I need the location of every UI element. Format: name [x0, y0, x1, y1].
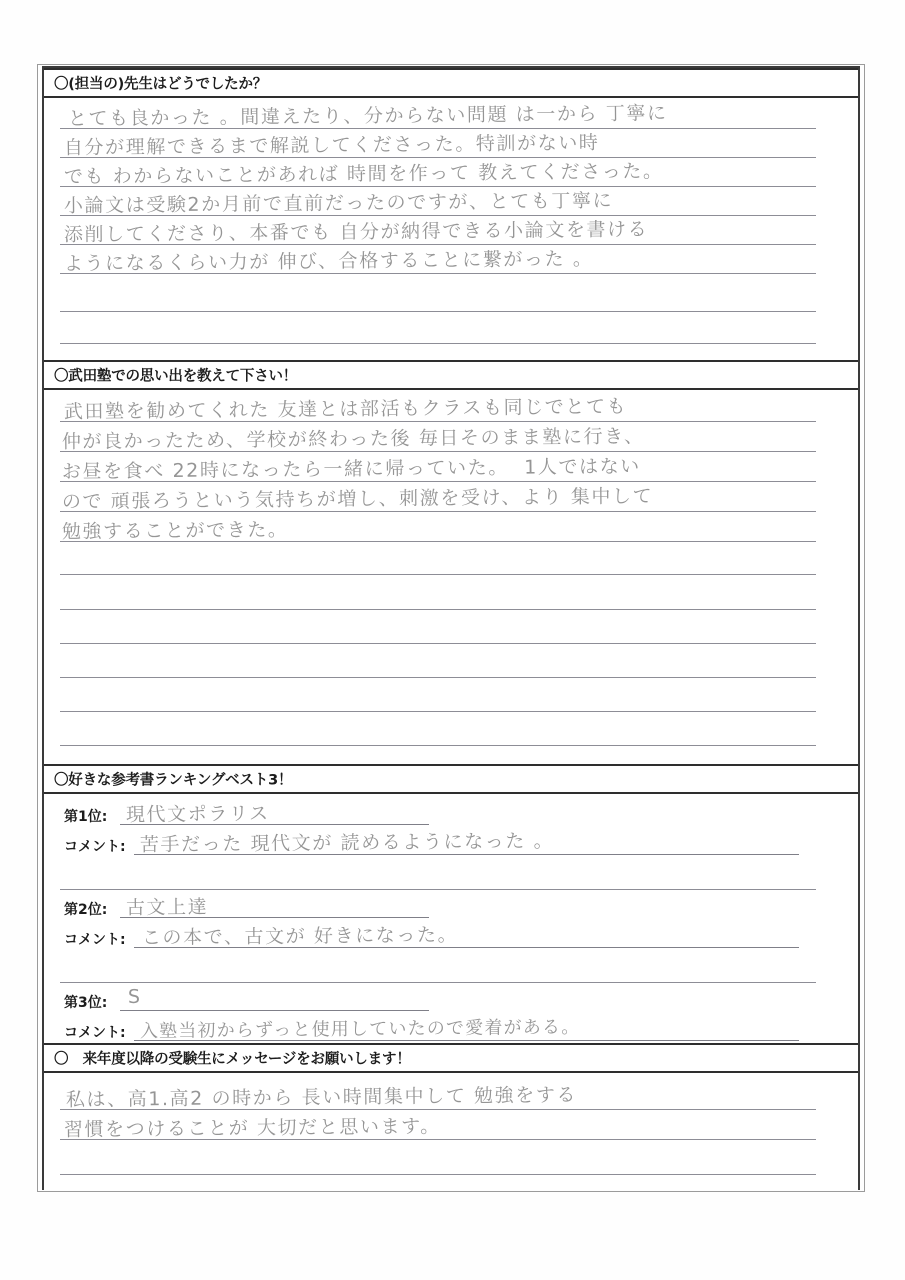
section-header-ranking-label: 〇好きな参考書ランキングベスト3！	[54, 772, 293, 789]
rank-3-title-value: S	[127, 985, 142, 1008]
handwritten-line: とても良かった 。間違えたり、分からない問題 は一から 丁寧に	[67, 102, 668, 131]
rank-2-comment-label: コメント:	[64, 932, 126, 948]
section-header-teacher	[44, 68, 858, 98]
rank-3-comment-label: コメント:	[64, 1025, 126, 1041]
handwritten-line: 勉強することができた。	[61, 518, 289, 544]
rank-3-title-rule	[120, 1010, 429, 1011]
section-body-teacher	[44, 98, 858, 351]
rank-1-title-value: 現代文ポラリス	[125, 802, 270, 827]
section-body-message	[44, 1073, 858, 1190]
section-ranking	[44, 764, 858, 1071]
section-header-teacher-label: 〇(担当の)先生はどうでしたか？	[54, 76, 268, 93]
handwritten-line: 仲が良かったため、学校が終わった後 毎日そのまま塾に行き、	[61, 425, 645, 454]
rank-3-label: 第3位:	[64, 995, 108, 1011]
rule-line	[60, 745, 816, 746]
section-body-memories	[44, 390, 858, 787]
section-header-ranking	[44, 764, 858, 794]
rank-1-comment-value: 苦手だった 現代文が 読めるようになった 。	[139, 830, 555, 857]
rank-separator-rule	[60, 982, 816, 983]
handwritten-line: でも わからないことがあれば 時間を作って 教えてくださった。	[63, 160, 664, 189]
handwritten-line: ので 頑張ろうという気持ちが増し、刺激を受け、より 集中して	[61, 485, 654, 514]
rule-line	[60, 677, 816, 678]
rule-line	[60, 609, 816, 610]
handwritten-line: お昼を食べ 22時になったら一緒に帰っていた。 1人ではない	[61, 455, 641, 484]
section-body-ranking	[44, 794, 858, 1071]
rule-line	[60, 643, 816, 644]
handwritten-line: 添削してくださり、本番でも 自分が納得できる小論文を書ける	[63, 218, 649, 247]
handwritten-line: 習慣をつけることが 大切だと思います。	[63, 1115, 441, 1141]
rule-line	[60, 311, 816, 312]
handwritten-line: 小論文は受験2か月前で直前だったのですが、とても丁寧に	[63, 189, 614, 218]
rank-2-title-value: 古文上達	[125, 896, 209, 920]
section-memories	[44, 360, 858, 787]
section-teacher	[44, 68, 858, 351]
rule-line	[60, 343, 816, 344]
rule-line	[60, 1174, 816, 1175]
rule-line	[60, 574, 816, 575]
rank-2-label: 第2位:	[64, 902, 108, 918]
rule-line	[60, 711, 816, 712]
section-header-memories	[44, 360, 858, 390]
rank-1-label: 第1位:	[64, 809, 108, 825]
rank-1-comment-label: コメント:	[64, 839, 126, 855]
handwritten-line: 私は、高1.高2 の時から 長い時間集中して 勉強をする	[65, 1084, 578, 1111]
section-header-message-label: 〇 来年度以降の受験生にメッセージをお願いします！	[54, 1051, 411, 1068]
handwritten-line: 自分が理解できるまで解説してくださった。特訓がない時	[63, 131, 600, 160]
rank-2-comment-value: この本で、古文が 好きになった。	[141, 923, 459, 950]
rank-separator-rule	[60, 889, 816, 890]
section-header-message	[44, 1043, 858, 1073]
section-message	[44, 1043, 858, 1190]
rank-3-comment-value: 入塾当初からずっと使用していたので愛着がある。	[139, 1016, 581, 1042]
handwritten-line: ようになるくらい力が 伸び、合格することに繋がった 。	[63, 247, 594, 276]
handwritten-line: 武田塾を勧めてくれた 友達とは部活もクラスも同じでとても	[63, 395, 628, 424]
section-header-memories-label: 〇武田塾での思い出を教えて下さい！	[54, 368, 298, 385]
